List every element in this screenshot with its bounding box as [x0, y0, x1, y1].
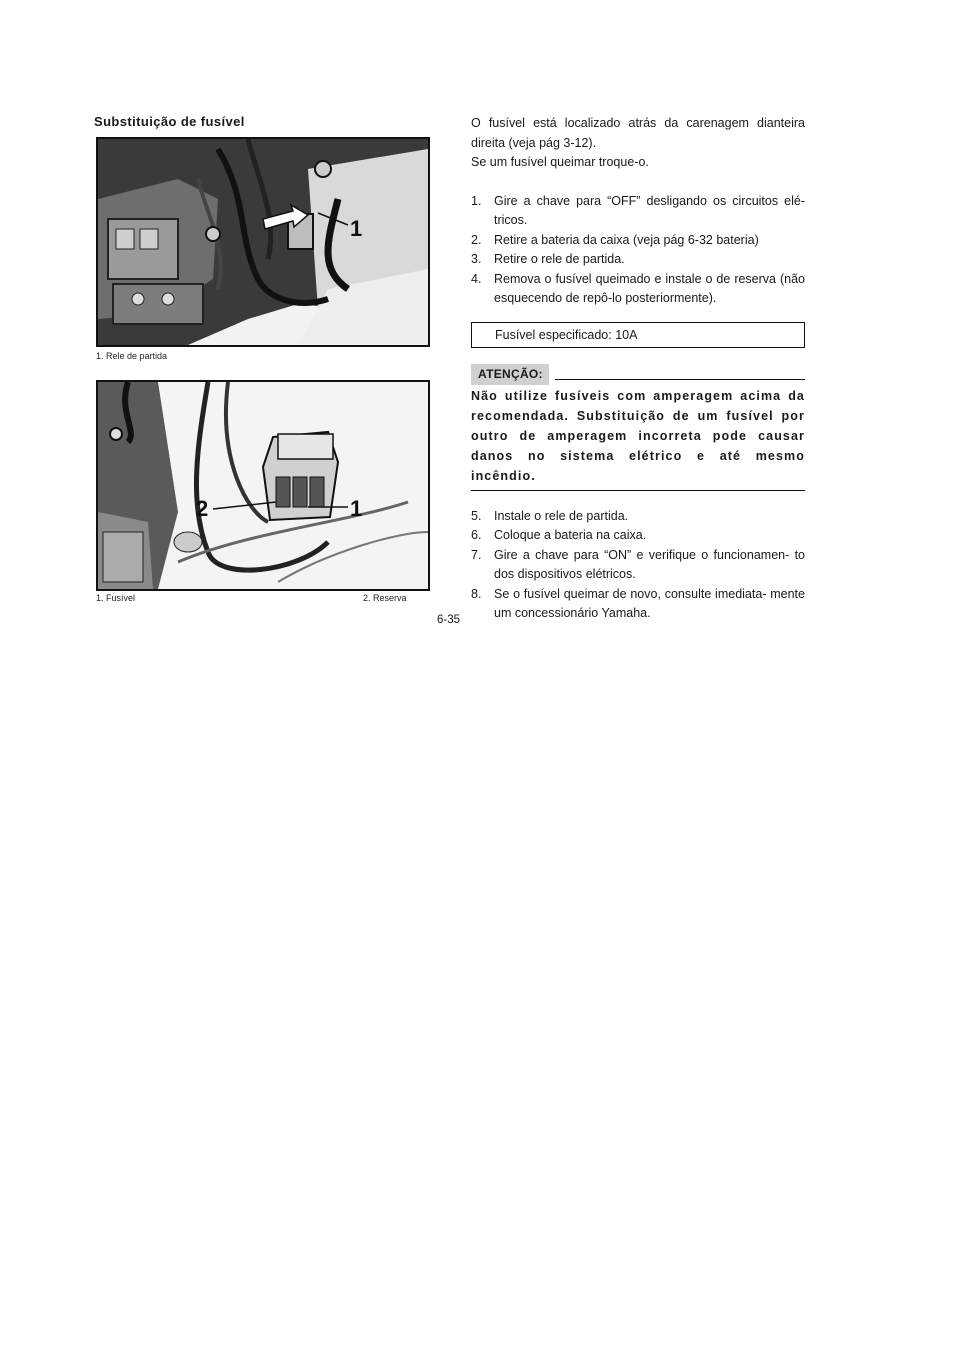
- fuse-illustration: [98, 382, 428, 589]
- step-text: Instale o rele de partida.: [494, 508, 629, 523]
- step-text: Coloque a bateria na caixa.: [494, 528, 647, 542]
- step-number: 3.: [471, 252, 482, 266]
- spec-box: Fusível especificado: 10A: [471, 322, 805, 348]
- figure1-caption: 1. Rele de partida: [96, 351, 168, 361]
- warning-label: ATENÇÃO:: [471, 364, 549, 386]
- step-text: Remova o fusível queimado e instale o de reserva (não esquecendo de repô-lo posteriormente).: [494, 271, 805, 305]
- step-7: [471, 546, 805, 585]
- step-1: [471, 192, 805, 231]
- step-2: [471, 231, 805, 251]
- step-number: 1.: [471, 193, 482, 208]
- page-number: 6-35: [437, 614, 461, 626]
- step-number: 2.: [471, 232, 482, 247]
- step-5: [471, 507, 805, 527]
- section-title: Substituição de fusível: [94, 114, 245, 129]
- step-text: Se o fusível queimar de novo, consulte imediata- mente um concessionário Yamaha.: [494, 586, 805, 620]
- warning-text: Não utilize fusíveis com amperagem acima da recomendada. Substituição de um fusível por outro de amperagem incorreta pode causar danos no sistema elétrico e até mesmo incêndio.: [471, 386, 805, 491]
- step-number: 4.: [471, 271, 482, 286]
- instructions-column: [471, 114, 805, 624]
- callout-1: 1: [350, 496, 363, 521]
- step-text: Retire o rele de partida.: [494, 252, 625, 266]
- starter-relay-illustration: [98, 139, 428, 345]
- warning-header: [471, 364, 805, 386]
- step-8: [471, 585, 805, 624]
- fuse-photo: [96, 380, 430, 591]
- callout-2: 2: [196, 496, 209, 521]
- step-text: Retire a bateria da caixa (veja pág 6-32 bateria): [494, 232, 759, 247]
- step-6: [471, 526, 805, 546]
- callout-1: 1: [350, 216, 363, 241]
- step-text: Gire a chave para “OFF” desligando os circuitos elé- tricos.: [494, 193, 805, 227]
- step-4: [471, 270, 805, 309]
- step-number: 6.: [471, 528, 482, 542]
- step-number: 7.: [471, 547, 482, 562]
- step-number: 5.: [471, 508, 482, 523]
- step-text: Gire a chave para “ON” e verifique o funcionamen- to dos dispositivos elétricos.: [494, 547, 805, 581]
- figure2-caption-left: 1. Fusível: [96, 593, 136, 603]
- intro-line-1: O fusível está localizado atrás da carenagem dianteira direita (veja pág 3-12).: [471, 116, 805, 150]
- starter-relay-photo: [96, 137, 430, 347]
- warning-rule: [555, 379, 805, 380]
- figure2-caption-right: 2. Reserva: [363, 593, 407, 603]
- step-number: 8.: [471, 586, 482, 601]
- intro-line-2: Se um fusível queimar troque-o.: [471, 155, 649, 169]
- step-3: [471, 250, 805, 270]
